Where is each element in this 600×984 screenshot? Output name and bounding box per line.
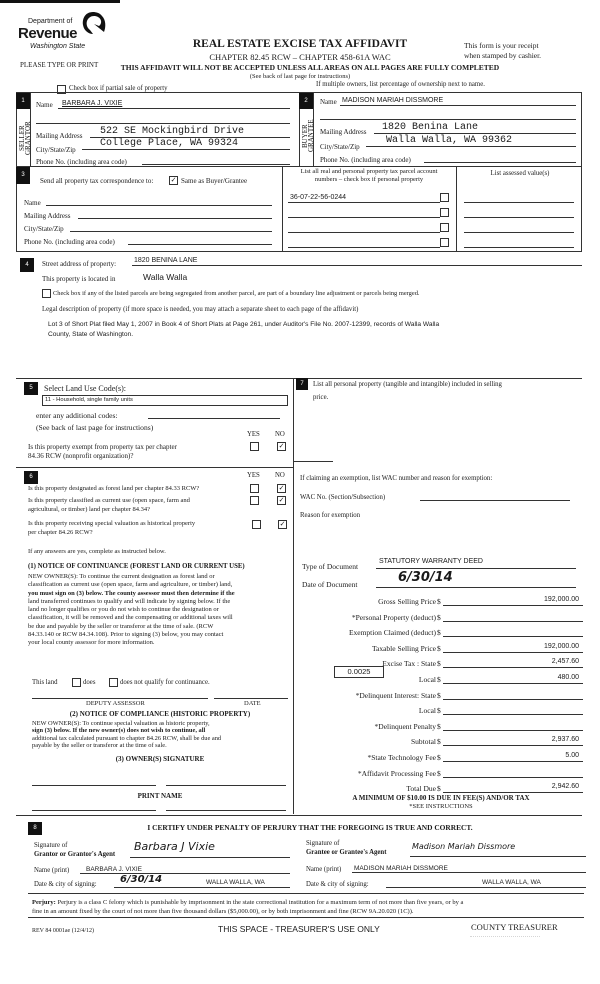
dor-swirl-logo-icon — [80, 10, 106, 36]
exempt-yes-checkbox[interactable] — [250, 442, 259, 451]
doc-type: STATUTORY WARRANTY DEED — [379, 558, 483, 565]
buyer-mailing-label: Mailing Address — [320, 128, 367, 136]
currency-sign: $ — [437, 675, 441, 684]
doc-type-field[interactable] — [376, 557, 576, 569]
amount-label: Taxable Selling Price — [371, 643, 436, 653]
assessed-value-field[interactable] — [464, 194, 574, 203]
notice1-line: classification as current use (open space, farm and agriculture, or timber) land, — [28, 581, 233, 589]
form-title: REAL ESTATE EXCISE TAX AFFIDAVIT — [192, 38, 408, 50]
see-instructions-note: *SEE INSTRUCTIONS — [409, 803, 473, 810]
county-treasurer-label: COUNTY TREASURER — [471, 922, 558, 932]
current-use-no-checkbox[interactable] — [277, 496, 286, 505]
grantor-print-name: BARBARA J. VIXIE — [86, 866, 142, 873]
amount-label: *Delinquent Penalty — [374, 721, 436, 731]
current-use-question-1: Is this property classified as current use (open space, farm and — [28, 497, 190, 504]
amount-field[interactable] — [443, 704, 583, 715]
doc-date-label: Date of Document — [302, 580, 358, 589]
notice1-line: you must sign on (3) below. The county assessor must then determine if the — [28, 589, 235, 597]
footer-bottom-rule — [28, 917, 584, 918]
assessed-divider — [456, 166, 457, 252]
parcels-header — [284, 168, 454, 184]
seller-name-label: Name — [36, 101, 53, 109]
grantor-signature-field[interactable] — [130, 840, 290, 858]
same-as-buyer-checkbox[interactable] — [169, 176, 178, 185]
dor-logo — [18, 8, 128, 54]
check-mark-icon: ✓ — [170, 176, 177, 184]
notice-compliance-body — [32, 720, 296, 749]
section4-number: 4 — [20, 258, 34, 272]
notice-continuance-title: (1) NOTICE OF CONTINUANCE (FOREST LAND OR CURRENT USE) — [28, 563, 245, 570]
grantor-signature-label-1: Signature of — [34, 842, 68, 849]
grantor-signing-city: WALLA WALLA, WA — [206, 879, 265, 886]
minimum-due-note: A MINIMUM OF $10.00 IS DUE IN FEE(S) AND/OR TAX — [352, 794, 530, 802]
exemption-label: If claiming an exemption, list WAC number and reason for exemption: — [300, 475, 493, 482]
amount-value: 2,942.60 — [551, 783, 579, 791]
perjury-line1 — [32, 898, 588, 907]
tax-mailing-label: Mailing Address — [24, 212, 71, 220]
amount-field[interactable] — [443, 595, 583, 606]
section6-number: 6 — [24, 471, 38, 484]
seller-mailing-field[interactable] — [90, 126, 290, 138]
wac-label: WAC No. (Section/Subsection) — [300, 494, 386, 501]
grantor-label — [24, 118, 34, 158]
personal-property-label-1: List all personal property (tangible and intangible) included in selling — [313, 381, 502, 388]
form-subtitle: CHAPTER 82.45 RCW – CHAPTER 458-61A WAC — [209, 52, 391, 62]
amount-label: Gross Selling Price — [378, 597, 436, 606]
top-scan-edge — [0, 0, 120, 3]
notice-compliance-title: (2) NOTICE OF COMPLIANCE (HISTORIC PROPERTY) — [69, 710, 251, 718]
wac-field[interactable] — [420, 492, 570, 501]
historic-question-2: per chapter 84.26 RCW? — [28, 529, 93, 536]
grantee-date-label: Date & city of signing: — [306, 881, 369, 888]
currency-sign: $ — [437, 784, 441, 794]
amount-field[interactable] — [443, 735, 583, 746]
exemption-reason-label: Reason for exemption — [300, 512, 361, 519]
parcel-row[interactable] — [288, 223, 440, 233]
parcels-header-line1: List all real and personal property tax parcel account — [300, 168, 438, 175]
print-name-label: PRINT NAME — [137, 792, 183, 800]
grantor-signature: Barbara J Vixie — [134, 840, 215, 853]
land-use-label: Select Land Use Code(s): — [44, 384, 126, 393]
legal-description-line1: Lot 3 of Short Plat filed May 1, 2007 in Book 4 of Short Plats at Page 261, under Auditor's File No. 2007-12399, records of Walla Walla — [48, 321, 440, 328]
doc-type-label: Type of Document — [302, 562, 359, 571]
perjury-notice — [32, 898, 588, 916]
grantor-text: GRANTOR — [24, 121, 32, 155]
parcel-number: 36-07-22-56-0244 — [290, 194, 347, 201]
assessed-value-field[interactable] — [464, 239, 574, 248]
amount-value — [579, 627, 583, 634]
this-land-label: This land — [32, 679, 58, 686]
amount-field[interactable] — [443, 689, 583, 700]
grantee-signature-field[interactable] — [410, 842, 586, 857]
receipt-note-2: when stamped by cashier. — [464, 51, 542, 60]
check-mark-icon: ✓ — [278, 484, 285, 492]
buyer-name-field[interactable] — [340, 96, 576, 106]
check-mark-icon: ✓ — [278, 496, 285, 504]
personal-property-checkbox[interactable] — [440, 223, 449, 232]
buyer-name-field-2[interactable] — [320, 110, 576, 120]
amount-label: *Personal Property (deduct) — [351, 612, 436, 622]
logo-line3: Washington State — [30, 43, 86, 50]
grantee-name-field[interactable] — [352, 864, 586, 873]
seller-phone-label: Phone No. (including area code) — [36, 158, 127, 166]
currency-sign: $ — [437, 659, 441, 669]
exempt-question-1: Is this property exempt from property tax per chapter — [28, 443, 177, 451]
deputy-assessor-label: DEPUTY ASSESSOR — [86, 700, 145, 707]
partial-sale-label: Check box if partial sale of property — [69, 85, 168, 92]
grantee-print-name: MADISON MARIAH DISSMORE — [354, 865, 448, 872]
does-not-qualify-checkbox[interactable] — [109, 678, 118, 687]
logo-line2: Revenue — [18, 25, 78, 42]
print-name-line[interactable] — [32, 810, 156, 811]
buyer-name-label: Name — [320, 98, 337, 106]
currency-sign: $ — [437, 628, 441, 638]
section8-number: 8 — [28, 822, 42, 835]
segregated-checkbox[interactable] — [42, 289, 51, 298]
grantor-signing-date: 6/30/14 — [120, 874, 163, 885]
tax-mailing-field[interactable] — [78, 210, 272, 219]
notice1-line: NEW OWNER(S): To continue the current designation as forest land or — [28, 573, 215, 580]
notice1-line: land transferred continues to qualify and will indicate by signing below. If the — [28, 597, 231, 605]
buyer-city-label: City/State/Zip — [320, 143, 360, 151]
amount-label: Subtotal — [410, 737, 436, 747]
section2-number: 2 — [299, 93, 313, 109]
amount-label: Exemption Claimed (deduct) — [348, 628, 436, 638]
please-type-note: PLEASE TYPE OR PRINT — [20, 61, 99, 69]
seller-text: SELLER — [18, 125, 26, 151]
amount-field[interactable] — [443, 767, 583, 778]
buyer-phone-label: Phone No. (including area code) — [320, 156, 411, 164]
notice1-line: your local county assessor for more information. — [28, 639, 155, 647]
section1-number: 1 — [16, 93, 30, 109]
amount-value: 192,000.00 — [543, 642, 579, 650]
tax-name-field[interactable] — [46, 197, 272, 206]
land-use-select[interactable] — [42, 395, 288, 406]
local-rate-field[interactable] — [334, 666, 384, 678]
tax-city-field[interactable] — [70, 223, 272, 232]
grantor-name-label: Name (print) — [34, 867, 70, 874]
amount-label: *State Technology Fee — [367, 753, 436, 762]
personal-property-checkbox[interactable] — [440, 208, 449, 217]
seller-name: BARBARA J. VIXIE — [62, 100, 123, 107]
personal-property-label-2: price. — [313, 394, 329, 401]
section3-top-rule — [16, 166, 582, 167]
historic-no-checkbox[interactable] — [278, 520, 287, 529]
perjury-certification: I CERTIFY UNDER PENALTY OF PERJURY THAT THE FOREGOING IS TRUE AND CORRECT. — [147, 823, 473, 832]
amount-field[interactable] — [443, 642, 583, 653]
grantee-name-label: Name (print) — [306, 866, 342, 873]
legal-description-label: Legal description of property (if more space is needed, you may attach a separate sheet to each page of the affidavit) — [42, 306, 359, 313]
amount-field[interactable] — [443, 720, 583, 731]
notice1-line: classification, it will be removed and the compensating or additional taxes will — [28, 614, 233, 622]
buyer-mailing-field[interactable] — [374, 122, 576, 134]
currency-sign: $ — [437, 706, 441, 716]
amount-value — [579, 705, 583, 712]
forest-yes-checkbox[interactable] — [250, 484, 259, 493]
street-address: 1820 BENINA LANE — [134, 257, 198, 264]
located-in-label: This property is located in — [42, 275, 116, 283]
amount-label: *Delinquent Interest: State — [355, 690, 436, 700]
treasurer-stamp-faint — [470, 936, 540, 944]
amount-field[interactable] — [443, 673, 583, 684]
currency-sign: $ — [437, 737, 441, 747]
parcels-divider — [282, 166, 283, 252]
treasurer-space-label: THIS SPACE - TREASURER'S USE ONLY — [218, 924, 380, 934]
seller-mailing: 522 SE Mockingbird Drive — [100, 126, 245, 137]
section8-top-rule — [16, 815, 582, 816]
notice-continuance-body — [28, 573, 292, 648]
grantee-label — [307, 116, 317, 156]
notice2-line: NEW OWNER(S): To continue special valuation as historic property, — [32, 720, 210, 727]
current-use-question-2: agricultural, or timber) land per chapter 84.34? — [28, 506, 151, 513]
seller-city-field[interactable] — [82, 138, 290, 150]
grantor-date-field[interactable] — [114, 874, 290, 888]
seller-name-field-2[interactable] — [36, 114, 290, 124]
print-name-line-2[interactable] — [166, 810, 286, 811]
parcel-row[interactable] — [288, 208, 440, 218]
amount-value: 5.00 — [565, 752, 579, 759]
owner-signature-line[interactable] — [32, 785, 156, 786]
segregated-label: Check box if any of the listed parcels are being segregated from another parcel, are part of a boundary line adjustment or parcels being merged. — [53, 290, 420, 297]
amount-label: *Affidavit Processing Fee — [357, 768, 436, 778]
forest-land-question: Is this property designated as forest land per chapter 84.33 RCW? — [28, 485, 200, 492]
grantor-signature-label-2: Grantor or Grantor's Agent — [34, 851, 116, 858]
owner-signature-line-2[interactable] — [166, 785, 286, 786]
seller-mailing-label: Mailing Address — [36, 132, 83, 140]
street-address-field[interactable] — [132, 256, 582, 266]
notice2-line: payable by the seller or transferor at the time of sale. — [32, 741, 167, 749]
exempt-question-2: 84.36 RCW (nonprofit organization)? — [28, 452, 134, 460]
grantor-date-label: Date & city of signing: — [34, 881, 97, 888]
amount-label: Total Due — [406, 784, 436, 794]
local-rate: 0.0025 — [347, 667, 371, 676]
perjury-text-1: Perjury is a class C felony which is punishable by imprisonment in the state correctional institution for a maximum term of not more than five years, or by a — [57, 899, 464, 906]
section5-instructions: (See back of last page for instructions) — [36, 423, 154, 432]
section7-number: 7 — [296, 378, 308, 390]
current-use-yes-checkbox[interactable] — [250, 496, 259, 505]
tax-phone-label: Phone No. (including area code) — [24, 238, 115, 246]
check-mark-icon: ✓ — [279, 520, 286, 528]
check-mark-icon: ✓ — [278, 442, 285, 450]
section5-number: 5 — [24, 382, 38, 395]
deputy-date-label: DATE — [244, 700, 261, 707]
currency-sign: $ — [437, 753, 441, 762]
notice1-line: land no longer qualifies or you do not wish to continue the designation or — [28, 606, 219, 614]
grantee-signature: Madison Mariah Dissmore — [412, 842, 516, 851]
assessed-value-field[interactable] — [464, 224, 574, 233]
currency-sign: $ — [437, 643, 441, 653]
amount-value — [579, 721, 583, 728]
section6-top-rule — [16, 467, 293, 468]
amount-field[interactable] — [443, 657, 583, 668]
seller-name-field[interactable] — [58, 99, 290, 109]
currency-sign: $ — [437, 768, 441, 778]
land-use-value: 11 - Household, single family units — [45, 397, 133, 403]
buyer-city: Walla Walla, WA 99362 — [386, 135, 513, 146]
amount-label: Excise Tax : State — [382, 659, 436, 669]
amount-label: Local — [418, 706, 436, 716]
amount-field[interactable] — [443, 782, 583, 793]
deputy-assessor-line — [32, 698, 208, 699]
tax-name-label: Name — [24, 199, 41, 207]
historic-question-1: Is this property receiving special valuation as historical property — [28, 520, 196, 527]
personal-property-checkbox[interactable] — [440, 238, 449, 247]
if-yes-note: If any answers are yes, complete as instructed below. — [28, 548, 166, 555]
parcels-header-line2: numbers – check box if personal property — [314, 176, 424, 183]
grantee-signature-label-1: Signature of — [306, 840, 340, 847]
grantee-date-field[interactable] — [386, 879, 586, 888]
tax-city-label: City/State/Zip — [24, 225, 64, 233]
notice1-line: be due and payable by the seller or transferor at the time of sale. (RCW — [28, 622, 214, 630]
buyer-phone-field[interactable] — [424, 154, 576, 163]
section6-no-header: NO — [275, 472, 285, 479]
buyer-text: BUYER — [301, 124, 309, 148]
same-as-buyer-label: Same as Buyer/Grantee — [181, 177, 248, 185]
currency-sign: $ — [437, 721, 441, 731]
located-in-value: Walla Walla — [143, 272, 188, 282]
does-label: does — [83, 679, 96, 686]
grantor-name-field[interactable] — [80, 865, 290, 874]
amount-field[interactable] — [443, 626, 583, 637]
currency-sign: $ — [437, 612, 441, 622]
receipt-note-1: This form is your receipt — [464, 41, 539, 50]
does-not-label: does not qualify for continuance. — [120, 679, 210, 686]
amount-value: 192,000.00 — [543, 596, 579, 603]
amount-field[interactable] — [443, 751, 583, 762]
amount-value: 480.00 — [557, 674, 579, 681]
amount-field[interactable] — [443, 611, 583, 622]
seller-city-label: City/State/Zip — [36, 146, 76, 154]
exempt-no-checkbox[interactable] — [277, 442, 286, 451]
grantee-signature-label-2: Grantee or Grantee's Agent — [306, 849, 387, 856]
assessed-value-field[interactable] — [464, 209, 574, 218]
buyer-mailing: 1820 Benina Lane — [382, 122, 479, 133]
form-revision-id: REV 84 0001ae (12/4/12) — [32, 928, 95, 934]
parcel-row[interactable] — [288, 193, 440, 203]
seller-phone-field[interactable] — [142, 156, 290, 165]
parcel-row[interactable] — [288, 238, 440, 248]
street-address-label: Street address of property: — [42, 260, 117, 268]
currency-sign: $ — [437, 690, 441, 700]
does-qualify-checkbox[interactable] — [72, 678, 81, 687]
legal-description-line2: County, State of Washington. — [48, 331, 134, 338]
tax-phone-field[interactable] — [128, 236, 272, 245]
notice2-line: additional tax calculated pursuant to chapter 84.26 RCW, shall be due and — [32, 734, 222, 742]
amount-value: 2,457.60 — [551, 658, 579, 666]
send-correspondence-label: Send all property tax correspondence to: — [40, 177, 154, 185]
grantee-signing-city: WALLA WALLA, WA — [482, 879, 541, 886]
notice2-line: sign (3) below. If the new owner(s) does not wish to continue, all — [32, 727, 206, 735]
assessed-header: List assessed value(s) — [490, 170, 550, 177]
doc-date-field[interactable] — [376, 570, 576, 588]
grantee-text: GRANTEE — [307, 119, 315, 153]
deputy-date-line — [214, 698, 288, 699]
footer-top-rule — [28, 893, 584, 894]
perjury-bold: Perjury: — [32, 899, 56, 906]
perjury-line2: fine in an amount fixed by the court of not more than five thousand dollars ($5,000.00), or by both imprisonment and fine (RCW 9A.20.020 (1C)). — [32, 908, 414, 915]
logo-line1: Department of — [28, 18, 73, 25]
additional-codes-label: enter any additional codes: — [36, 411, 118, 420]
amount-value — [579, 690, 583, 697]
doc-date: 6/30/14 — [398, 570, 453, 585]
section3-number: 3 — [16, 167, 30, 184]
amount-value — [579, 612, 583, 619]
owner-signature-title: (3) OWNER(S) SIGNATURE — [115, 755, 205, 763]
section5-no-header: NO — [275, 431, 285, 438]
amount-value — [579, 768, 583, 775]
buyer-name: MADISON MARIAH DISSMORE — [342, 97, 444, 104]
completion-warning: THIS AFFIDAVIT WILL NOT BE ACCEPTED UNLESS ALL AREAS ON ALL PAGES ARE FULLY COMPLETED — [120, 63, 500, 72]
buyer-city-field[interactable] — [366, 135, 576, 147]
personal-property-checkbox[interactable] — [440, 193, 449, 202]
historic-yes-checkbox[interactable] — [252, 520, 261, 529]
exemption-top-rule — [293, 461, 333, 462]
notice1-line: 84.33.140 or RCW 84.34.108). Prior to signing (3) below, you may contact — [28, 631, 224, 639]
currency-sign: $ — [437, 597, 441, 606]
forest-no-checkbox[interactable] — [277, 484, 286, 493]
section6-yes-header: YES — [247, 472, 260, 479]
multiple-owners-note: If multiple owners, list percentage of ownership next to name. — [316, 81, 485, 88]
amount-value: 2,937.60 — [551, 736, 579, 744]
instructions-note: (See back of last page for instructions) — [249, 73, 351, 80]
amount-label: Local — [418, 675, 436, 684]
section5-yes-header: YES — [247, 431, 260, 438]
additional-codes-field[interactable] — [148, 410, 280, 419]
seller-city: College Place, WA 99324 — [100, 138, 239, 149]
